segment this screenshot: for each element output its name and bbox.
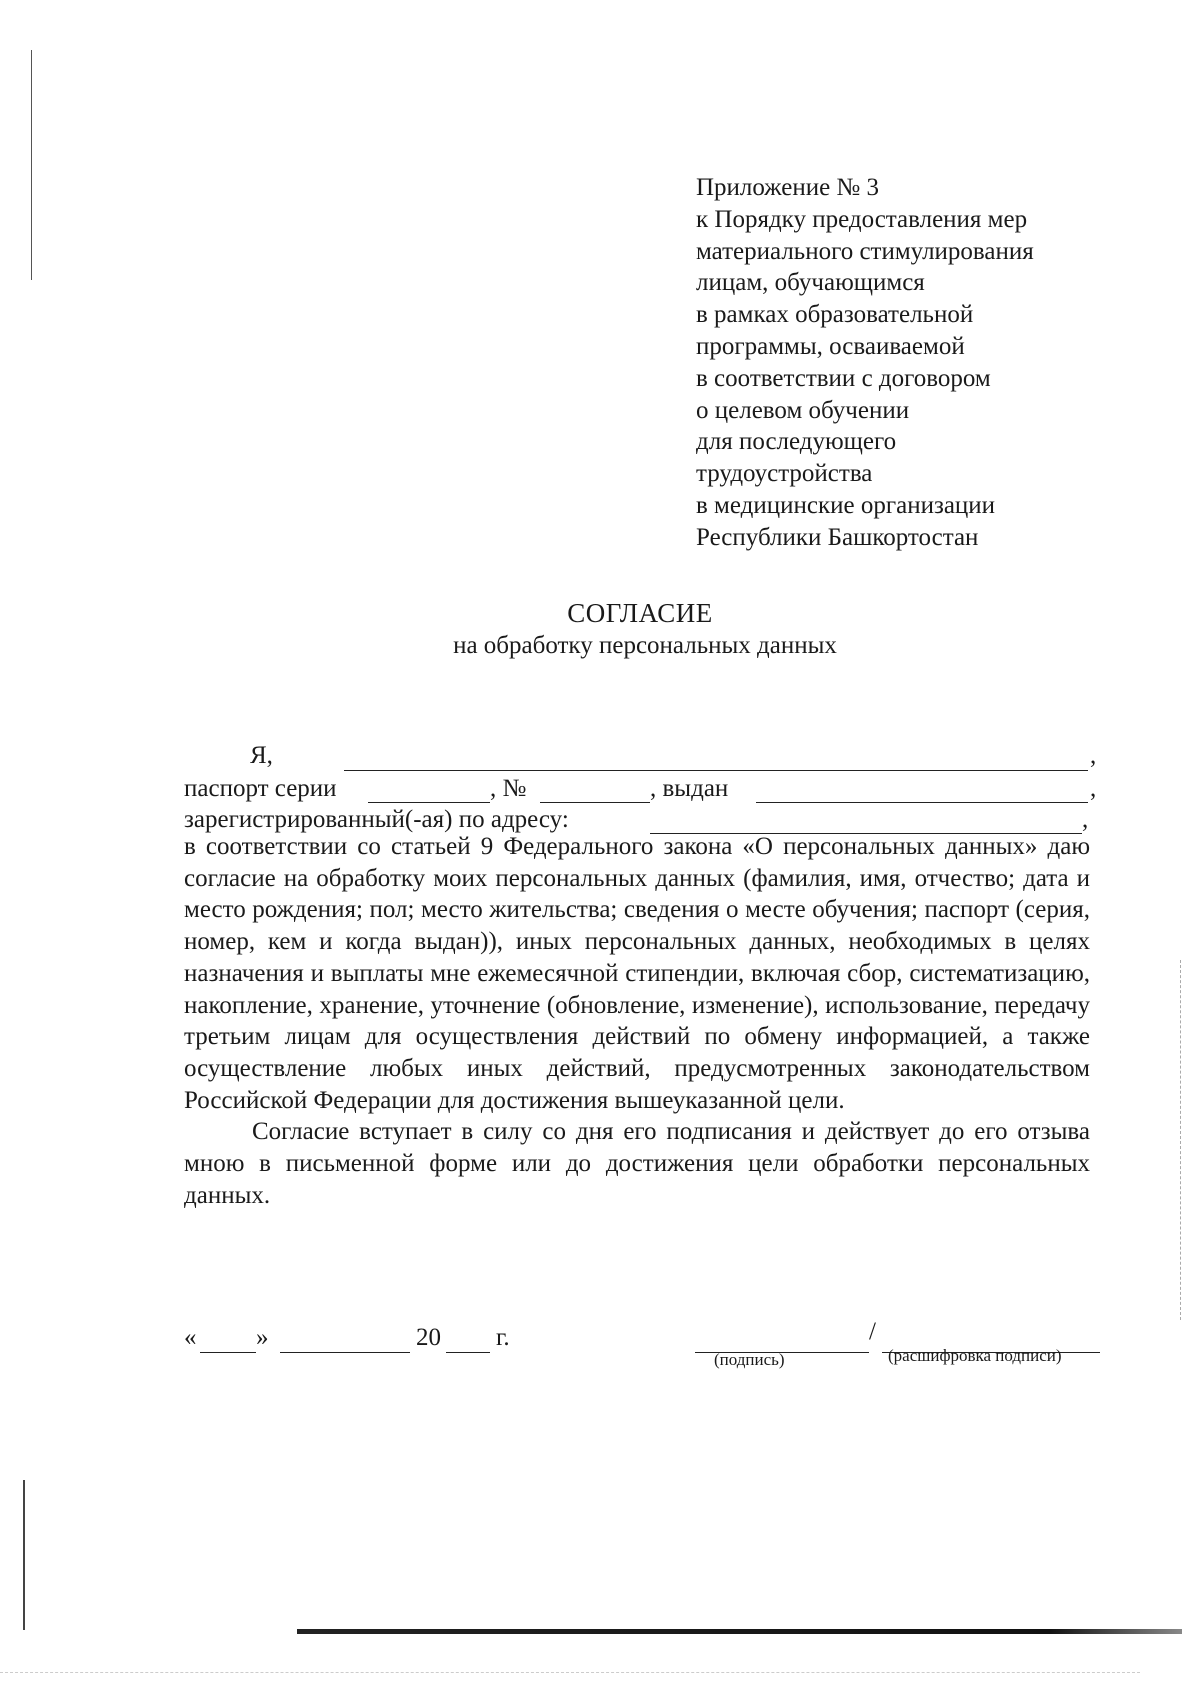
issued-line-end: ,	[1090, 775, 1097, 802]
date-year-prefix: 20	[416, 1324, 441, 1351]
signature-caption: (подпись)	[714, 1350, 785, 1369]
name-line-end: ,	[1090, 742, 1097, 769]
scan-edge-mark	[31, 50, 32, 280]
appendix-line: в соответствии с договором	[696, 364, 991, 392]
passport-series-field[interactable]	[368, 780, 490, 803]
appendix-line: в медицинские организации	[696, 491, 996, 519]
appendix-block	[696, 172, 1136, 554]
full-name-field[interactable]	[344, 748, 1088, 771]
signature-decoding-caption: (расшифровка подписи)	[888, 1346, 1062, 1365]
address-line-end: ,	[1082, 806, 1089, 833]
date-open-quote: «	[184, 1324, 197, 1351]
passport-number-field[interactable]	[540, 780, 650, 803]
appendix-line: в рамках образовательной	[696, 301, 974, 329]
scan-edge-mark	[0, 1672, 1140, 1673]
appendix-line: программы, осваиваемой	[696, 332, 965, 360]
scan-edge-mark	[1180, 960, 1181, 1320]
consent-paragraph: в соответствии со статьей 9 Федерального закона «О персональных данных» даю согласие на обработку моих персональных данных (фамилия, имя, отчество; дата и место рождения; пол; место жительства; сведения о месте обучения; паспорт (серия, номер, кем и когда выдан)), иных персональных данных, необходимых в целях назначения и выплаты мне ежемесячной стипендии, включая сбор, систематизацию, накопление, хранение, уточнение (обновление, изменение), использование, передачу третьим лицам для осуществления действий по обмену информацией, а также осуществление любых иных действий, предусмотренных законодательством Российской Федерации для достижения вышеуказанной цели.	[184, 833, 1090, 1114]
date-year-suffix: г.	[496, 1324, 510, 1351]
appendix-line: для последующего	[696, 428, 897, 456]
date-close-quote: »	[256, 1324, 269, 1351]
document-title: СОГЛАСИЕ	[567, 598, 713, 628]
appendix-line: лицам, обучающимся	[696, 269, 925, 297]
name-line	[250, 740, 273, 772]
signature-separator: /	[869, 1318, 876, 1345]
date-year-field[interactable]	[446, 1330, 490, 1353]
appendix-line: трудоустройства	[696, 460, 873, 488]
address-label: зарегистрированный(-ая) по адресу:	[184, 806, 569, 833]
date-day-field[interactable]	[200, 1330, 256, 1353]
document-subtitle: на обработку персональных данных	[453, 632, 837, 659]
scan-edge-mark	[23, 1480, 25, 1630]
passport-issued-field[interactable]	[756, 780, 1088, 803]
appendix-line: Республики Башкортостан	[696, 523, 979, 551]
appendix-line: о целевом обучении	[696, 396, 910, 424]
passport-series-label: паспорт серии	[184, 775, 337, 802]
appendix-line: к Порядку предоставления мер	[696, 205, 1028, 233]
consent-validity-paragraph: Согласие вступает в силу со дня его подписания и действует до его отзыва мною в письменной форме или до достижения цели обработки персональных данных.	[184, 1118, 1090, 1209]
appendix-line: материального стимулирования	[696, 237, 1034, 265]
appendix-line: Приложение № 3	[696, 174, 880, 201]
consent-body	[184, 831, 1090, 1211]
issued-label: , выдан	[650, 775, 729, 802]
scan-bottom-edge	[297, 1629, 1182, 1634]
passport-number-label: , №	[490, 775, 527, 802]
name-label: Я,	[250, 742, 273, 769]
date-month-field[interactable]	[280, 1330, 410, 1353]
